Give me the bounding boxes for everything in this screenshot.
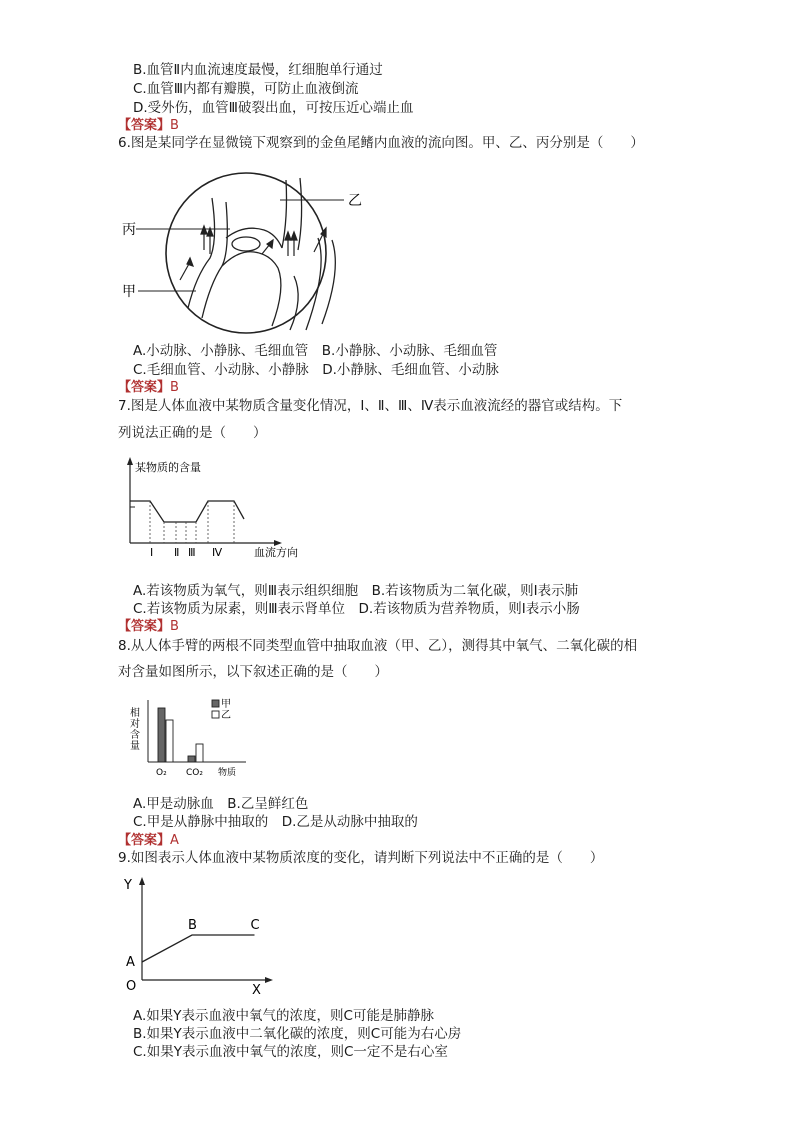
answer-value: B — [170, 118, 179, 133]
y-axis-arrow — [139, 877, 145, 885]
q7-answer — [118, 618, 179, 636]
q7-x-tick-2: Ⅱ — [174, 546, 180, 559]
q6-stem: 6.图是某同学在显微镜下观察到的金鱼尾鳍内血液的流向图。甲、乙、丙分别是（ ） — [118, 135, 644, 151]
q8-bar-乙-0 — [166, 720, 173, 762]
q7-x-tick-3: Ⅲ — [188, 546, 196, 559]
label-bing: 丙 — [122, 222, 136, 238]
q6-option-ab: A.小动脉、小静脉、毛细血管 B.小静脉、小动脉、毛细血管 — [133, 343, 498, 359]
q9-point-label-C: C — [250, 918, 260, 933]
q8-legend-swatch-0 — [212, 700, 219, 707]
x-axis-label: X — [252, 983, 261, 997]
q9-stem: 9.如图表示人体血液中某物质浓度的变化，请判断下列说法中不正确的是（ ） — [118, 850, 604, 866]
q7-x-tick-1: Ⅰ — [150, 546, 154, 559]
q7-option-cd: C.若该物质为尿素，则Ⅲ表示肾单位 D.若该物质为营养物质，则Ⅰ表示小肠 — [133, 601, 580, 617]
x-axis-label: 血流方向 — [254, 546, 298, 559]
label-yi: 乙 — [348, 193, 362, 209]
answer-value: B — [170, 380, 179, 395]
answer-label: 【答案】 — [118, 619, 171, 634]
q8-x-tick-2: CO₂ — [186, 768, 203, 778]
q7-x-tick-4: Ⅳ — [212, 546, 223, 559]
q9-series-line — [142, 935, 255, 962]
q9-option-a: A.如果Y表示血液中氧气的浓度，则C可能是肺静脉 — [133, 1008, 434, 1024]
q7-chart — [118, 455, 318, 565]
q8-legend-label-0: 甲 — [221, 699, 231, 710]
q8-stem-line2: 对含量如图所示，以下叙述正确的是（ ） — [118, 664, 388, 680]
q8-y-axis-label-char: 对 — [130, 719, 140, 730]
q6-microscope-figure — [118, 158, 368, 348]
q7-option-ab: A.若该物质为氧气，则Ⅲ表示组织细胞 B.若该物质为二氧化碳，则Ⅰ表示肺 — [133, 583, 579, 599]
q7-series-line — [130, 501, 244, 522]
q5-option-b: B.血管Ⅱ内血流速度最慢，红细胞单行通过 — [133, 62, 383, 78]
q5-option-d: D.受外伤，血管Ⅲ破裂出血，可按压近心端止血 — [133, 100, 414, 116]
q8-y-axis-label-char: 含 — [130, 730, 140, 741]
q9-chart — [118, 872, 278, 997]
q8-bar-甲-1 — [188, 756, 195, 762]
q8-bar-甲-0 — [158, 708, 165, 762]
answer-label: 【答案】 — [118, 833, 171, 848]
q8-chart — [118, 692, 268, 782]
q8-bar-乙-1 — [196, 744, 203, 762]
q7-stem-line1: 7.图是人体血液中某物质含量变化情况，Ⅰ、Ⅱ、Ⅲ、Ⅳ表示血液流经的器官或结构。下 — [118, 398, 623, 414]
x-axis-arrow — [265, 977, 273, 983]
q8-stem-line1: 8.从人体手臂的两根不同类型血管中抽取血液（甲、乙），测得其中氧气、二氧化碳的相 — [118, 638, 638, 654]
answer-label: 【答案】 — [118, 118, 171, 133]
q8-option-ab: A.甲是动脉血 B.乙呈鲜红色 — [133, 796, 309, 812]
q6-answer — [118, 379, 179, 397]
y-axis-label: 某物质的含量 — [135, 461, 201, 474]
q9-point-label-A: A — [126, 955, 135, 970]
q8-answer — [118, 832, 179, 850]
q8-y-axis-label-char: 量 — [130, 741, 140, 752]
label-jia: 甲 — [122, 284, 136, 300]
q5-answer — [118, 117, 179, 135]
q5-option-c: C.血管Ⅲ内都有瓣膜，可防止血液倒流 — [133, 81, 359, 97]
q9-option-b: B.如果Y表示血液中二氧化碳的浓度，则C可能为右心房 — [133, 1026, 462, 1042]
q7-stem-line2: 列说法正确的是（ ） — [118, 425, 267, 441]
q9-option-c: C.如果Y表示血液中氧气的浓度，则C一定不是右心室 — [133, 1044, 448, 1060]
origin-label: O — [126, 979, 137, 994]
y-axis-arrow — [127, 457, 133, 465]
answer-value: A — [170, 833, 179, 848]
y-axis-label: Y — [124, 878, 132, 893]
x-axis-label: 物质 — [218, 768, 237, 778]
q8-option-cd: C.甲是从静脉中抽取的 D.乙是从动脉中抽取的 — [133, 814, 418, 830]
q8-x-tick-1: O₂ — [156, 768, 167, 778]
answer-value: B — [170, 619, 179, 634]
q8-legend-swatch-1 — [212, 711, 219, 718]
q9-point-label-B: B — [188, 918, 197, 933]
q6-option-cd: C.毛细血管、小动脉、小静脉 D.小静脉、毛细血管、小动脉 — [133, 362, 499, 378]
q8-y-axis-label-char: 相 — [130, 708, 140, 719]
answer-label: 【答案】 — [118, 380, 171, 395]
q8-legend-label-1: 乙 — [221, 710, 231, 721]
